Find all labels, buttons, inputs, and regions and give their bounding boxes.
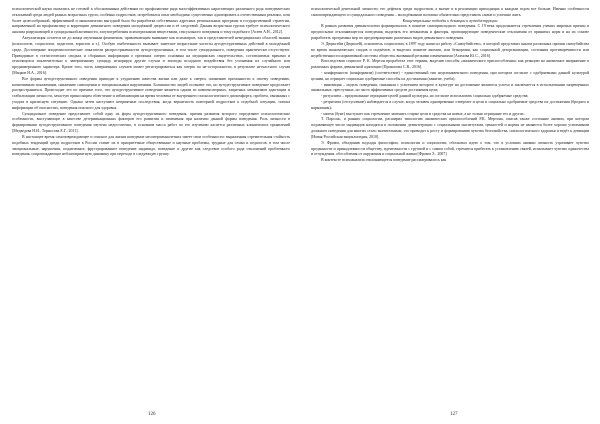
paragraph: В настоящее время самоповреждающее и опасное для жизни поведение несовершеннолетних имеет свои особенности: выраженная стремительная стойкость подобных тенденций среди подростков в России ставит их в приоритетные общественные и научные проблемы, трудные для семьи и педагогов, в том числе эмоциональные, нарушения, подавленное, фрустрированное поведение индивида, поведение и другие как следствие особого рода отклонений проблемного поведения, сопровождающие неблагоприятную динамику при переходе в следующую группу. <box>12 133 290 157</box>
paragraph: Т. Парсонс, и ранних социологии, расширил типологию аномических приспособлений Р.К. Мертона, описав также состояние аномии, при котором подавляющее число индивидов находятся в положении дезинтеграции с социальными институтами, ценностей и нормы не являются более хорошо усвоенными должного поведения для многих стало значительным, что приводит к росту и формированию чувства беспокойства, психологического здоровья и ведёт к девиации [Новая Российская энциклопедия, 2010]. <box>311 116 589 139</box>
list-item: - мятеж (бунт) выступает как стремление заменить старые цели и средства на новые, а не только отрицание тех и других. <box>321 110 525 116</box>
list-item: - ретритизм (отступление) наблюдается в случае, когда человек одновременно отвергает и цели и социально одобряемые средства их достижения (бродяги и наркоманы); <box>311 99 589 110</box>
list-item: - инновация – модель поведения, связанная с усвоением которого в культуре на достижение являются успеха и заключается в использовании запрещенных аномальных, преступных, но часто эффективных средств достижения цели; <box>311 81 589 93</box>
paragraph: Актуализация остается не до конца изученным феноменом, привлекающим внимание как психиатров, так и представителей немедицинских областей знания (психологов, социологов, педагогов, юристов и т.). Особую озабоченность вызывает заметное возрастание частоты аутодеструктивных действий в молодёжной среде. Достоверные эпидемиологические показатели распространенности аутодеструктивных, в том числе суицидального, поведения практически отсутствуют. Приводимые в статистических сводках и сборниках информация о причинах смерти основаны на медицинских свидетельствах, составляемых врачами и относящихся исключительно к завершенному суициду, игнорируя другие случаи и эпизоды исходного воздействия без уточнения их случайного или преднамеренного характера. Кроме того, часть завершенных случаев может регистрироваться как смерть по не-осторожности, в результате несчастного случая [Мацков Н.А., 2016]. <box>12 35 290 75</box>
paragraph: В рамках развития девиантологии формировалось в понятие самоприкладного поведения. С 19 века продолжаются стремления ученых мировых причин и предпосылки отклоняющегося поведения, выделять его механизмы и факторы, провоцирующие поведенческие отклонения от принятых норм и на их основе разработать программы мер по предотвращению различных видов девиантного поведения. <box>311 23 589 41</box>
left-page-text <box>12 6 290 157</box>
list-item: - конформность (конформизм) (соответствие) - единственный тип неделинквентного поведения, при котором согласие с одобряемыми данной культурой целями, но отрицает социально одобряемые способы их достижения (занятие, учеба); <box>311 69 589 81</box>
right-page-text <box>311 6 589 163</box>
paragraph: психологической деятельной личности; его дефекты среди подростков, а значит и в реализации приходящих к каждым годом все больше. Именно особенности самоповреждающего и суицидального поведения – молодёжными поэтапно обязательно представить самые и успешно жить. <box>311 6 589 17</box>
paragraph: Э. Фромм, объединив подходы философии, психологии и социологии, обосновал идею о том, что в условиях аномии личность утрачивает чувство преданности и принадлежности обществу, идентичности с группой и с самим собой, стремится прибегать к установлению связей, испытывает чувство одиночества и отчуждения, обособления от окружения и социальной жизни [Фромм Э., 2007]. <box>311 139 589 157</box>
list-item: - ритуализм – предписанные отрицание целей данной культуры, но согласие использовать социально одобряемые средства; <box>321 93 529 99</box>
paragraph: психологической науки оказались не готовой к обоснованным действиям по профилактике ряда малоэффективных нарастающих различного рода поведенческих отклонений среди людей разных возрастных групп, особенно подростков; потребовался опыт необходимо существенно адаптировать к отечественным реалиям, хотя более целесообразной, эффективной и экономически выгодной была бы разработка собственных адресных региональных программ и государственной стратегии, направленной на профилактику и коррекцию девиантного поведения молодёжной депрессии и её следствий. Данная возрастная группа требует психологического анализа разрушающей и суицидальной активности, злоупотребления психотропными веществами, сексуального поведения и тому подобного [Асеев А.Н., 2012]. <box>12 6 290 35</box>
right-page <box>311 6 589 406</box>
paragraph: Суицидальное поведение представляет собой одну из форм аутодеструктивного поведения, причин развития которого определяют психологические особенности, выступающие в качестве детерминационных факторов его развития и изменения при наличии данной формы поведения. Роль личности в формировании аутодеструктивного поведения изучена недостаточно, в основном масса работ по его изучению касается различных клинических проявлений [Медведева Н.И., Торносова Е.Г., 2011]. <box>12 110 290 134</box>
paragraph: Все формы аутодеструктивного поведения приводят к ухудшению качества жизни или даже к смерти, снижению причинности к своему поведению, когнитивным искажениям, снижению самооценки и эмоциональным нарушениям. Большинство людей осознают это, но аутодеструктивное поведение продолжает распространяться. Происходит это по причине того, что аутодеструктивное поведение является одним из компенсаторных, защитных механизмов адаптации и стабилизации личности, зачастую приносящим облегчение и избавляющим на время человека от внутреннего психологического дискомфорта, проблем, связанных с уходом в кризисную ситуацию. Однако затем наступают неприятные последствия, когда вероятность повторной подростков к подобной ситуации, поиска информации об опасностях, поведения опасного для здоровья. <box>12 75 290 110</box>
paragraph: Впоследствии социолог Р. К. Мертон проработал этот термин, выделив способы «аномического приспособления» как реакцию на аномичное напряжение в различных формах девиантной адаптации [Прокопова С.В., 2016]. <box>311 58 589 70</box>
page-number-left: 126 <box>148 412 156 417</box>
paragraph: В контексте психоанализа отклоняющееся поведение рассматривалось как <box>321 157 447 163</box>
paragraph: Э. Дюркгейм (Дюркхей), основатель социологии, в 1897 году написал работу «Самоубийство», в которой представил анализ различных причин самоубийства во время экономических спадов и подъёмов, и выделил понятие аномии, или безнормия, как социальной дезорганизации, состояния противоречивости или недейственности нормативной системы общества, вызванной резкими изменениями [Агамова Ю.С., 2016]. <box>311 40 589 58</box>
page-number-right: 127 <box>450 412 458 417</box>
section-heading: Концептуальные подходы к девиации и аутодеструкции <box>402 17 498 23</box>
left-page <box>12 6 290 406</box>
